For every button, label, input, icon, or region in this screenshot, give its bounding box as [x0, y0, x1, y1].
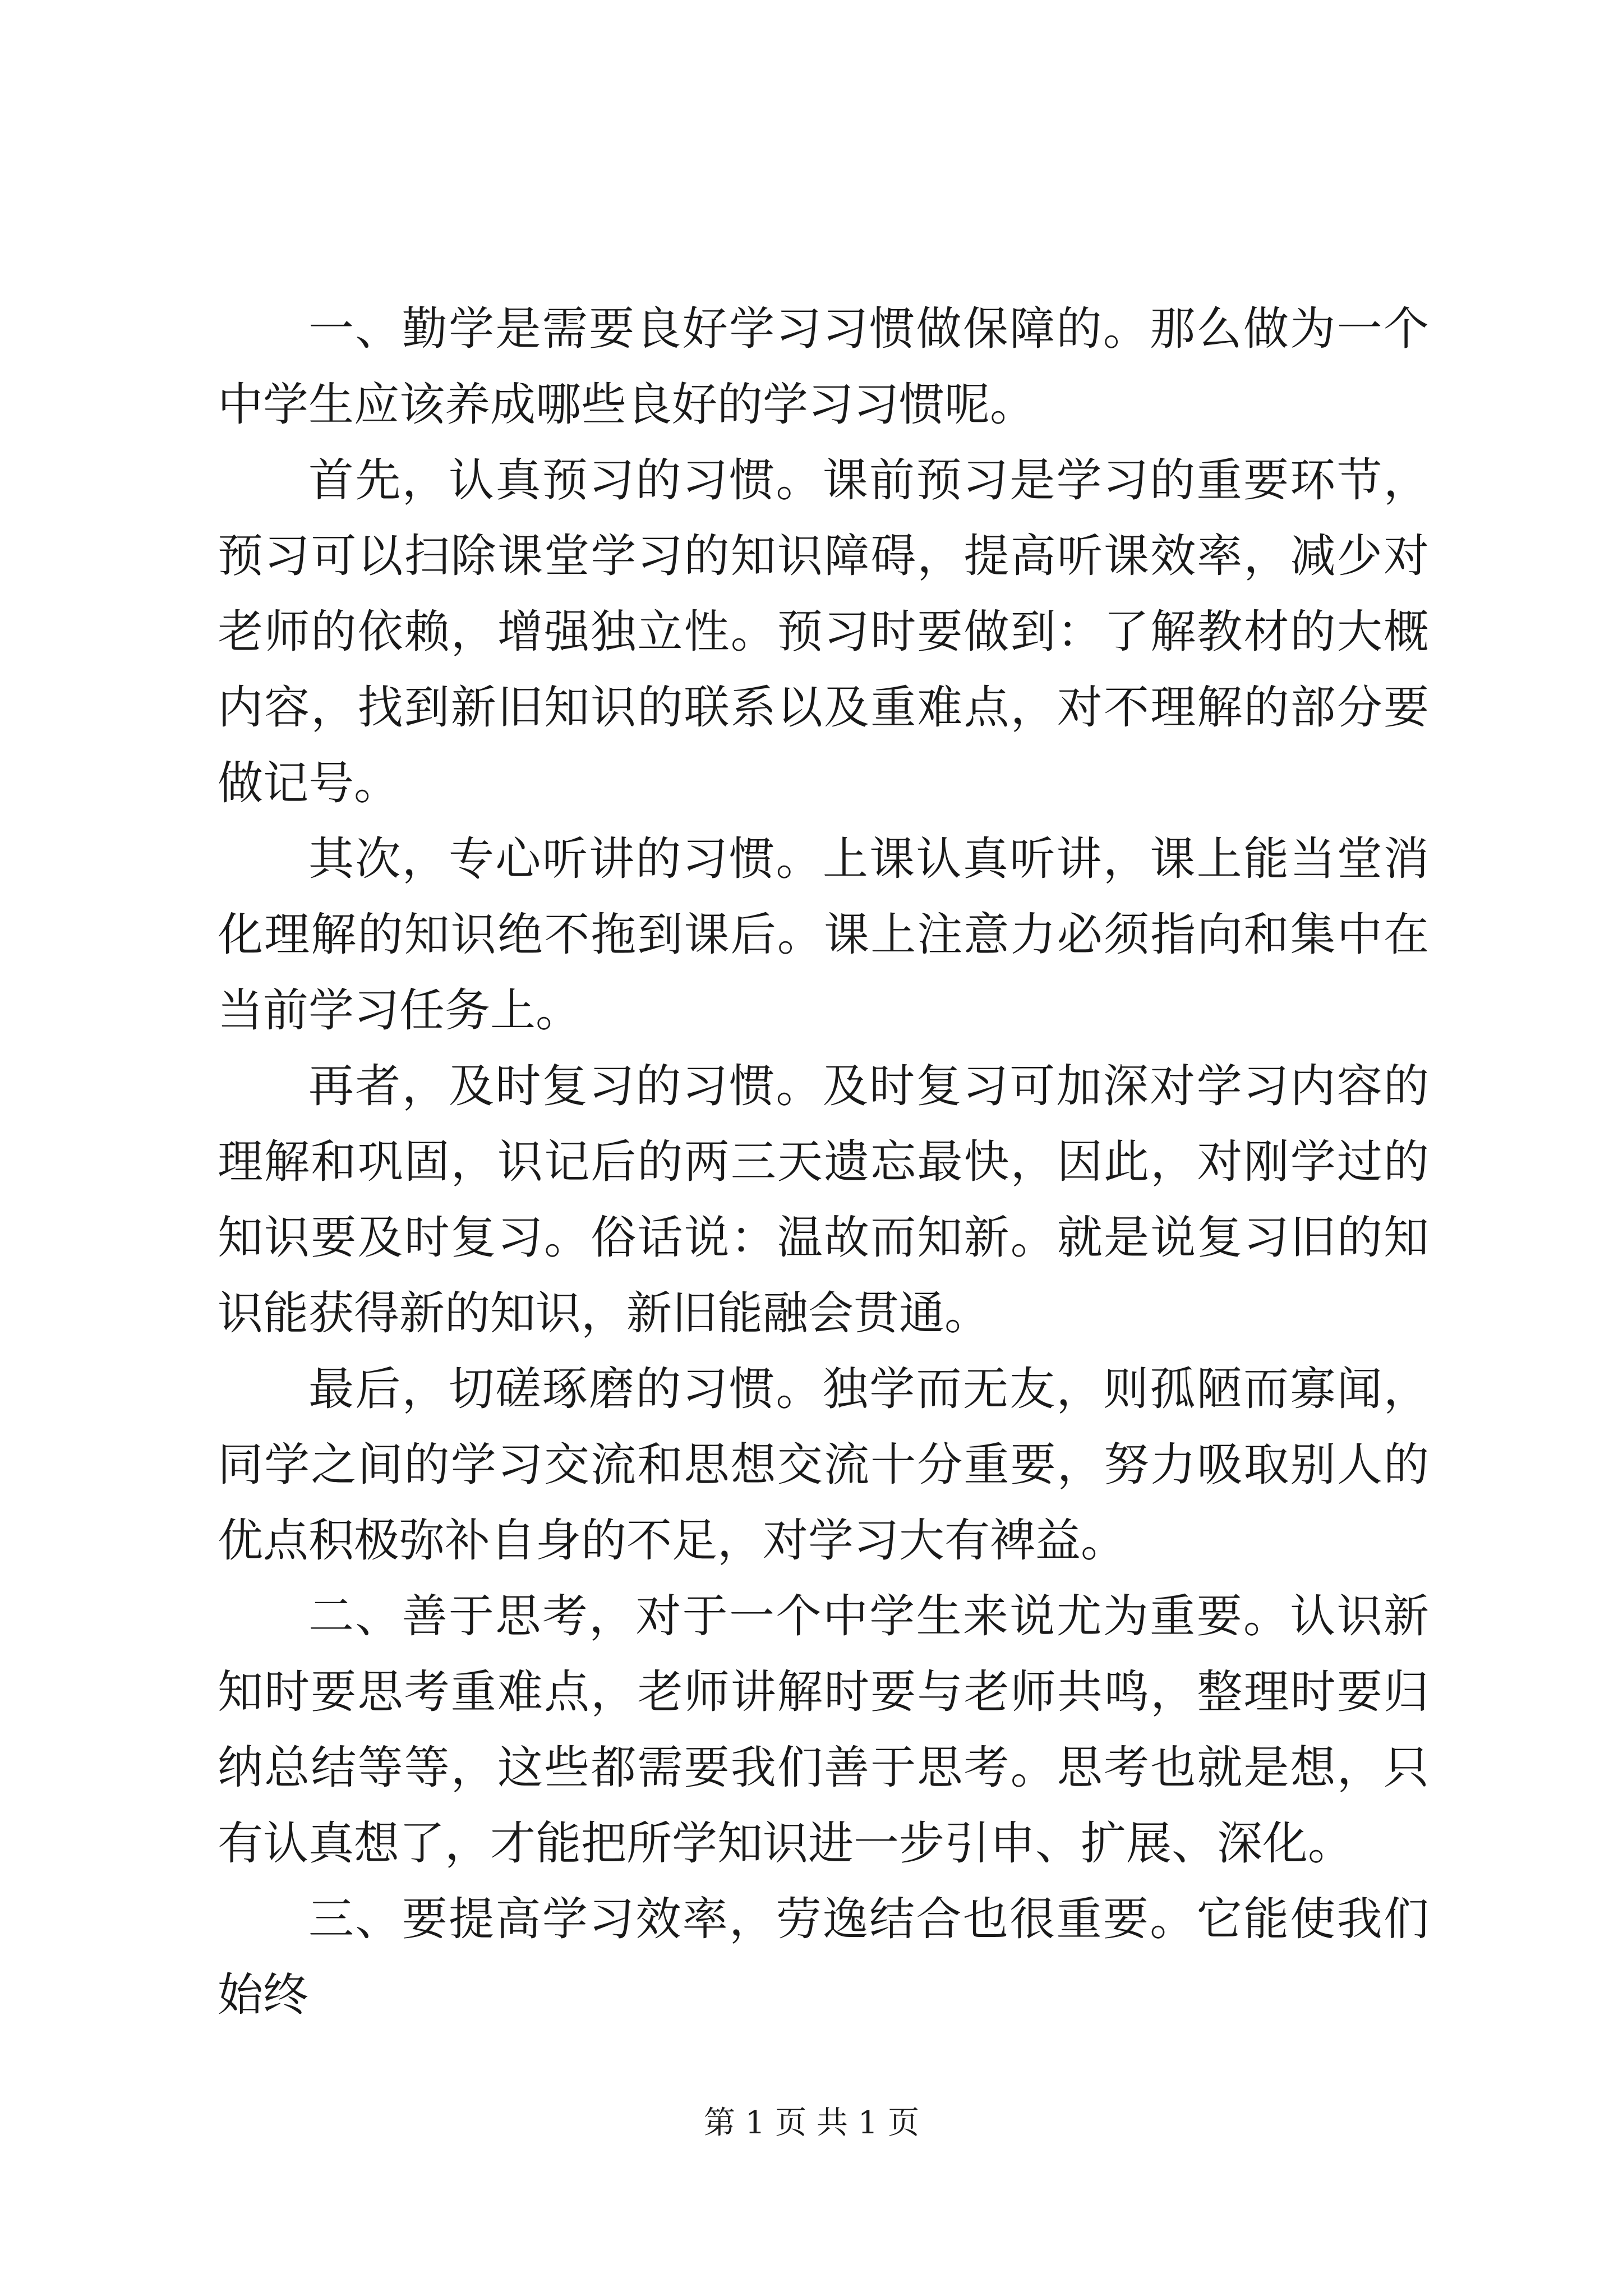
paragraph-2: 首先，认真预习的习惯。课前预习是学习的重要环节，预习可以扫除课堂学习的知识障碍，提高听课效率，减少对老师的依赖，增强独立性。预习时要做到：了解教材的大概内容，找到新旧知识的联系以及重难点，对不理解的部分要做记号。: [218, 454, 1429, 810]
document-body: [218, 292, 1429, 2033]
page-footer: 第 1 页 共 1 页: [703, 2105, 920, 2141]
paragraph-7: 三、要提高学习效率，劳逸结合也很重要。它能使我们始终: [218, 1893, 1429, 2022]
paragraph-4: 再者，及时复习的习惯。及时复习可加深对学习内容的理解和巩固，识记后的两三天遗忘最快，因此，对刚学过的知识要及时复习。俗话说：温故而知新。就是说复习旧的知识能获得新的知识，新旧能融会贯通。: [218, 1060, 1429, 1340]
paragraph-6: 二、善于思考，对于一个中学生来说尤为重要。认识新知时要思考重难点，老师讲解时要与老师共鸣，整理时要归纳总结等等，这些都需要我们善于思考。思考也就是想，只有认真想了，才能把所学知识进一步引申、扩展、深化。: [218, 1590, 1429, 1870]
paragraph-1: 一、勤学是需要良好学习习惯做保障的。那么做为一个中学生应该养成哪些良好的学习习惯呢。: [218, 303, 1429, 431]
paragraph-3: 其次，专心听讲的习惯。上课认真听讲，课上能当堂消化理解的知识绝不拖到课后。课上注意力必须指向和集中在当前学习任务上。: [218, 833, 1429, 1037]
paragraph-5: 最后，切磋琢磨的习惯。独学而无友，则孤陋而寡闻，同学之间的学习交流和思想交流十分重要，努力吸取别人的优点积极弥补自身的不足，对学习大有裨益。: [218, 1363, 1429, 1567]
